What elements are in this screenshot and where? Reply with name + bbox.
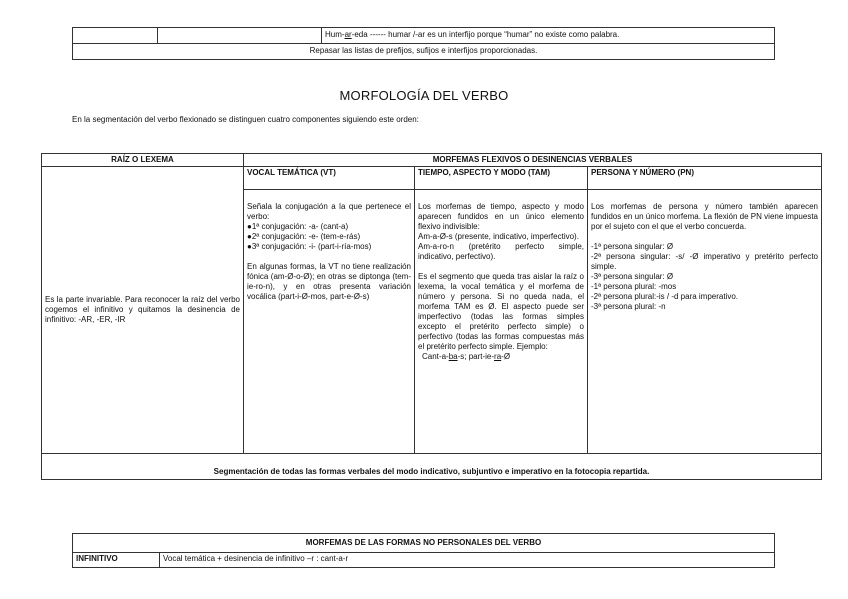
table-row [73,534,775,553]
list-item: -2ª persona singular: -s/ -Ø imperativo y pretérito perfecto simple. [591,252,818,271]
table-row [42,167,822,190]
segment-text: -s; part-ie- [457,352,495,361]
table-footer-note: Segmentación de todas las formas verbales del modo indicativo, subjuntivo e imperativo en la fotocopia repartida. [42,454,822,480]
list-item: ●2ª conjugación: -e- (tem-e-rás) [247,232,361,241]
pn-header: PERSONA Y NÚMERO (PN) [588,167,822,190]
vt-header: VOCAL TEMÁTICA (VT) [244,167,415,190]
example-text: -eda ------ humar /-ar es un interfijo porque “humar” no existe como palabra. [351,30,620,39]
list-item: -3ª persona singular: Ø [591,272,674,281]
tam-header: TIEMPO, ASPECTO Y MODO (TAM) [415,167,588,190]
pn-cell [588,190,822,454]
pn-paragraph: Los morfemas de persona y número también aparecen fundidos en un único morfema. La flexión de PN viene impuesta por el sujeto con el que el verbo concuerda. [591,202,818,231]
morphemes-header: MORFEMAS FLEXIVOS O DESINENCIAS VERBALES [244,154,822,167]
list-item: -3ª persona plural: -n [591,302,666,311]
vt-cell [244,190,415,454]
table-row [73,44,775,60]
root-description [42,167,244,454]
empty-cell [73,28,158,44]
verb-morphology-table [41,153,822,480]
interfix-example [322,28,775,44]
tam-segmentation-example [418,352,584,362]
table-row [42,454,822,480]
nonpersonal-forms-table [72,533,775,568]
top-table [72,27,775,60]
review-note: Repasar las listas de prefijos, sufijos e interfijos proporcionadas. [73,44,775,60]
tam-example: Am-a-Ø-s (presente, indicativo, imperfectivo). [418,232,579,241]
root-text: Es la parte invariable. Para reconocer la raíz del verbo cogemos el infinitivo y quitamos la desinencia de infinitivo: -AR, -ER, -IR [45,295,240,324]
list-item: -1ª persona singular: Ø [591,242,674,251]
empty-cell [158,28,322,44]
tam-cell [415,190,588,454]
tam-example: Am-a-ro-n (pretérito perfecto simple, indicativo, perfectivo). [418,242,584,261]
tam-paragraph: Los morfemas de tiempo, aspecto y modo aparecen fundidos en un único elemento flexivo indivisible: [418,202,584,231]
table-row [42,154,822,167]
interfix-underlined: ar [344,30,352,39]
list-item: -2ª persona plural:-is / -d para imperativo. [591,292,739,301]
nonpersonal-header: MORFEMAS DE LAS FORMAS NO PERSONALES DEL VERBO [73,534,775,553]
table-row [73,28,775,44]
tam-segment-underlined: ba [448,352,458,361]
infinitive-description: Vocal temática + desinencia de infinitivo –r : cant-a-r [160,553,775,568]
tam-segment-underlined: ra [494,352,502,361]
intro-text: En la segmentación del verbo flexionado se distinguen cuatro componentes siguiendo este orden: [72,115,419,124]
example-text: Hum- [325,30,345,39]
segment-text: -Ø [501,352,511,361]
infinitive-label: INFINITIVO [73,553,160,568]
vt-intro: Señala la conjugación a la que pertenece el verbo: [247,202,411,221]
table-row [73,553,775,568]
tam-paragraph: Es el segmento que queda tras aislar la raíz o lexema, la vocal temática y el morfema de número y persona. Si no queda nada, el morfema TAM es Ø. El aspecto puede ser imperfectivo (todas las formas simples excepto el pretérito perfecto simple) o perfectivo (todas las formas compuestas más el pretérito perfecto simple. Ejemplo: [418,272,584,351]
list-item: ●1ª conjugación: -a- (cant-a) [247,222,349,231]
page-title: MORFOLOGÍA DEL VERBO [339,88,509,103]
list-item: -1ª persona plural: -mos [591,282,677,291]
list-item: ●3ª conjugación: -i- (part-i-ría-mos) [247,242,372,251]
segment-text: Cant-a- [422,352,449,361]
root-header: RAÍZ O LEXEMA [42,154,244,167]
vt-note: En algunas formas, la VT no tiene realización fónica (am-Ø-o-Ø); en otras se diptonga (tem-ie-ro-n), y en otras presenta variación vocálica (part-i-Ø-mos, part-e-Ø-s) [247,262,411,301]
